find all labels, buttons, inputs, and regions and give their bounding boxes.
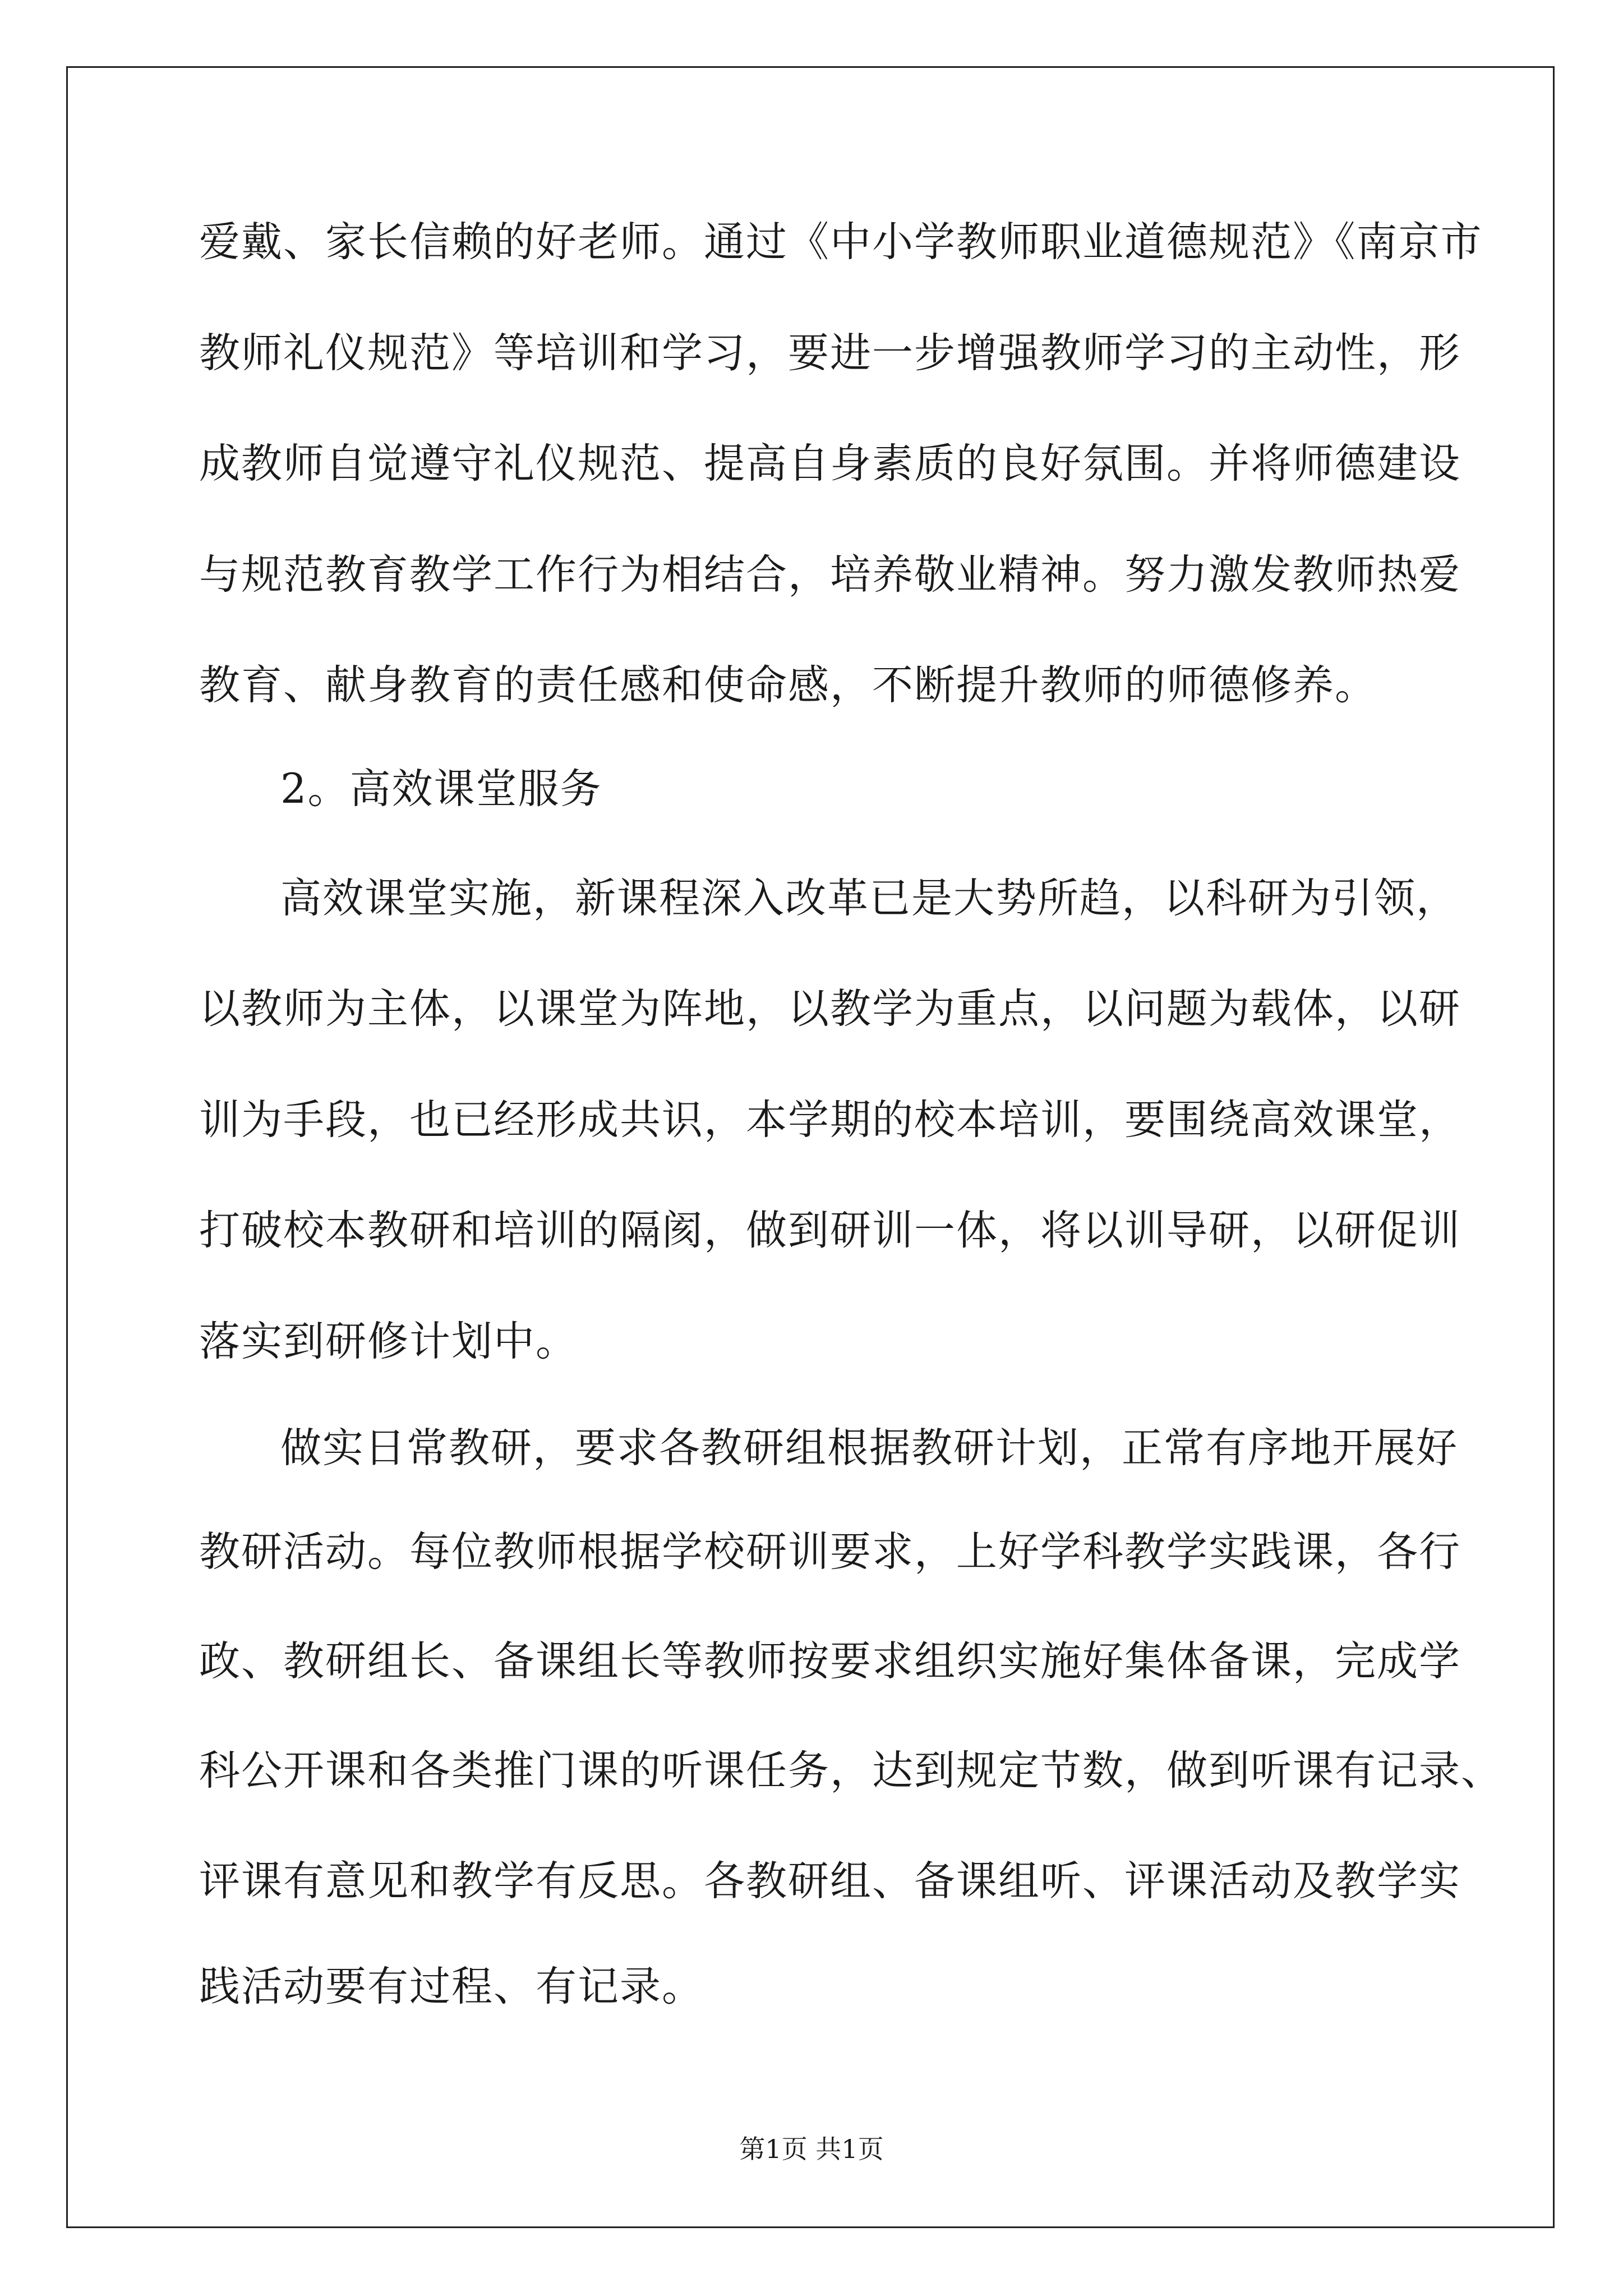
body-line: 落实到研修计划中。 bbox=[199, 1318, 578, 1365]
body-line: 以教师为主体，以课堂为阵地，以教学为重点，以问题为载体，以研 bbox=[199, 985, 1461, 1033]
body-line: 训为手段，也已经形成共识，本学期的校本培训，要围绕高效课堂， bbox=[199, 1096, 1461, 1144]
page-footer: 第1页 共1页 bbox=[739, 2134, 884, 2164]
body-line: 教师礼仪规范》等培训和学习，要进一步增强教师学习的主动性，形 bbox=[199, 329, 1461, 377]
body-line: 教育、献身教育的责任感和使命感，不断提升教师的师德修养。 bbox=[199, 661, 1377, 709]
body-line: 爱戴、家长信赖的好老师。通过《中小学教师职业道德规范》《南京市 bbox=[199, 218, 1483, 266]
body-line: 践活动要有过程、有记录。 bbox=[199, 1963, 704, 2010]
body-line: 打破校本教研和培训的隔阂，做到研训一体，将以训导研，以研促训 bbox=[199, 1207, 1461, 1254]
section-heading: 2。高效课堂服务 bbox=[280, 765, 602, 813]
body-line: 教研活动。每位教师根据学校研训要求，上好学科教学实践课，各行 bbox=[199, 1528, 1461, 1576]
paragraph-first-line: 做实日常教研，要求各教研组根据教研计划，正常有序地开展好 bbox=[280, 1424, 1458, 1472]
paragraph-first-line: 高效课堂实施，新课程深入改革已是大势所趋，以科研为引领， bbox=[280, 875, 1458, 922]
body-line: 与规范教育教学工作行为相结合，培养敬业精神。努力激发教师热爱 bbox=[199, 551, 1461, 599]
body-line: 评课有意见和教学有反思。各教研组、备课组听、评课活动及教学实 bbox=[199, 1857, 1461, 1905]
body-line: 政、教研组长、备课组长等教师按要求组织实施好集体备课，完成学 bbox=[199, 1637, 1461, 1685]
body-line: 科公开课和各类推门课的听课任务，达到规定节数，做到听课有记录、 bbox=[199, 1747, 1503, 1795]
body-line: 成教师自觉遵守礼仪规范、提高自身素质的良好氛围。并将师德建设 bbox=[199, 440, 1461, 487]
